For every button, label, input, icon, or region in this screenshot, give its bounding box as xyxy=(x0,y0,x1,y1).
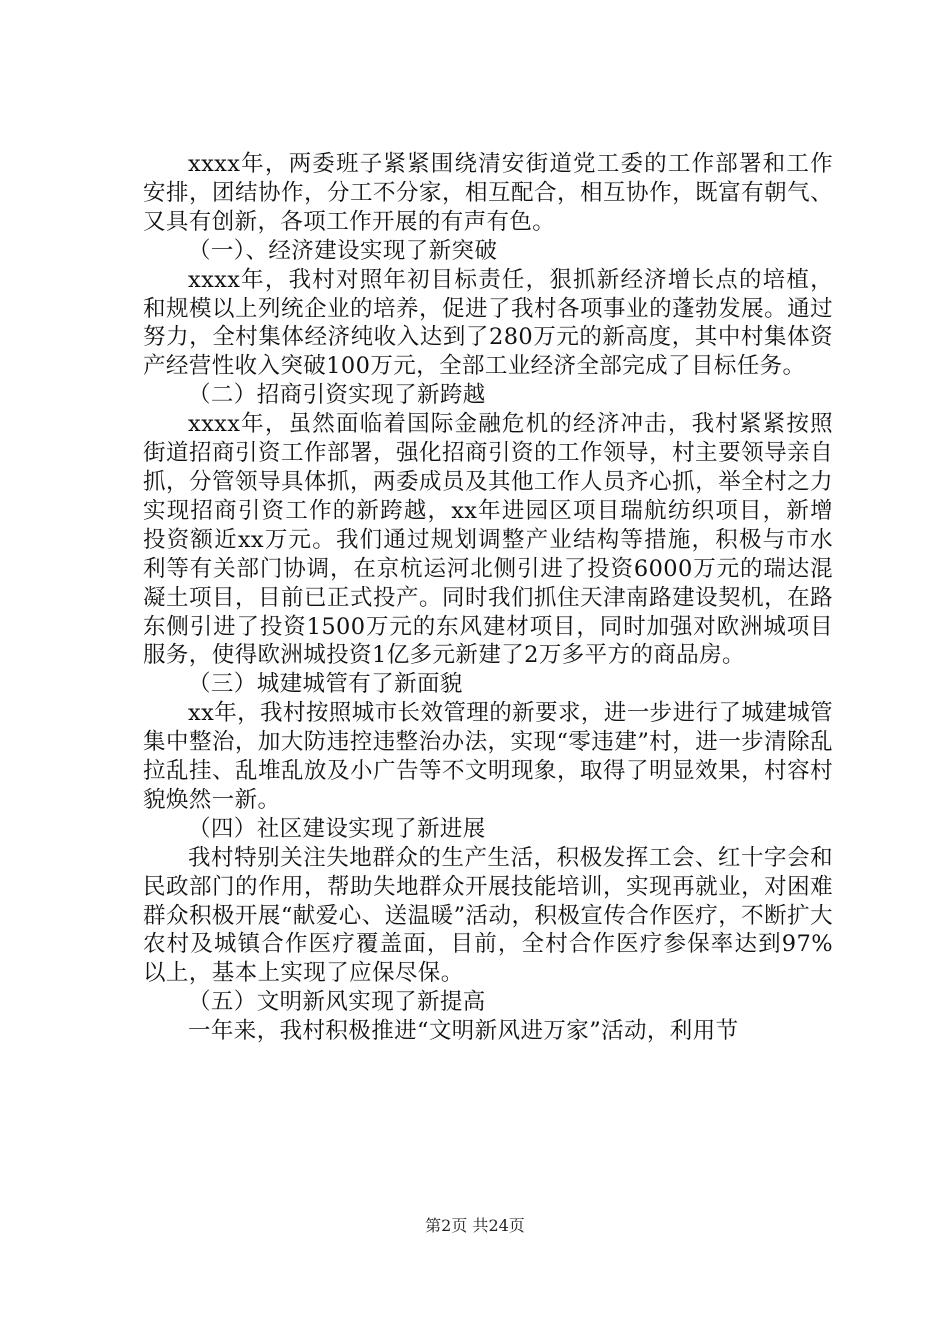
paragraph-investment: xxxx年，虽然面临着国际金融危机的经济冲击，我村紧紧按照街道招商引资工作部署，强化招商引资的工作领导，村主要领导亲自抓，分管领导具体抓，两委成员及其他工作人员齐心抓，举全村之力实现招商引资工作的新跨越，xx年进园区项目瑞航纺织项目，新增投资额近xx万元。我们通过规划调整产业结构等措施，积极与市水利等有关部门协调，在京杭运河北侧引进了投资6000万元的瑞达混凝土项目，目前已正式投产。同时我们抓住天津南路建设契机，在路东侧引进了投资1500万元的东风建材项目，同时加强对欧洲城项目服务，使得欧洲城投资1亿多元新建了2万多平方的商品房。 xyxy=(143,411,833,669)
paragraph-urban: xx年，我村按照城市长效管理的新要求，进一步进行了城建城管集中整治，加大防违控违整治办法，实现“零违建”村，进一步清除乱拉乱挂、乱堆乱放及小广告等不文明现象，取得了明显效果，村容村貌焕然一新。 xyxy=(143,700,833,813)
document-body xyxy=(143,150,833,1046)
section-heading-5: （五）文明新风实现了新提高 xyxy=(188,989,486,1016)
paragraph-intro: xxxx年，两委班子紧紧围绕清安街道党工委的工作部署和工作安排，团结协作，分工不分家，相互配合，相互协作，既富有朝气、又具有创新，各项工作开展的有声有色。 xyxy=(143,151,833,235)
paragraph-civility: 一年来，我村积极推进“文明新风进万家”活动，利用节 xyxy=(188,1018,739,1045)
section-heading-3: （三）城建城管有了新面貌 xyxy=(188,671,463,698)
section-heading-4: （四）社区建设实现了新进展 xyxy=(188,815,486,842)
paragraph-economy: xxxx年，我村对照年初目标责任，狠抓新经济增长点的培植，和规模以上列统企业的培养，促进了我村各项事业的蓬勃发展。通过努力，全村集体经济纯收入达到了280万元的新高度，其中村集体资产经营性收入突破100万元，全部工业经济全部完成了目标任务。 xyxy=(143,266,833,380)
section-heading-1: （一）、经济建设实现了新突破 xyxy=(188,237,498,264)
section-heading-2: （二）招商引资实现了新跨越 xyxy=(188,382,486,409)
page-footer: 第2页 共24页 xyxy=(425,1216,525,1235)
paragraph-community: 我村特别关注失地群众的生产生活，积极发挥工会、红十字会和民政部门的作用，帮助失地群众开展技能培训，实现再就业，对困难群众积极开展“献爱心、送温暖”活动，积极宣传合作医疗，不断扩大农村及城镇合作医疗覆盖面，目前，全村合作医疗参保率达到97%以上，基本上实现了应保尽保。 xyxy=(143,844,833,987)
